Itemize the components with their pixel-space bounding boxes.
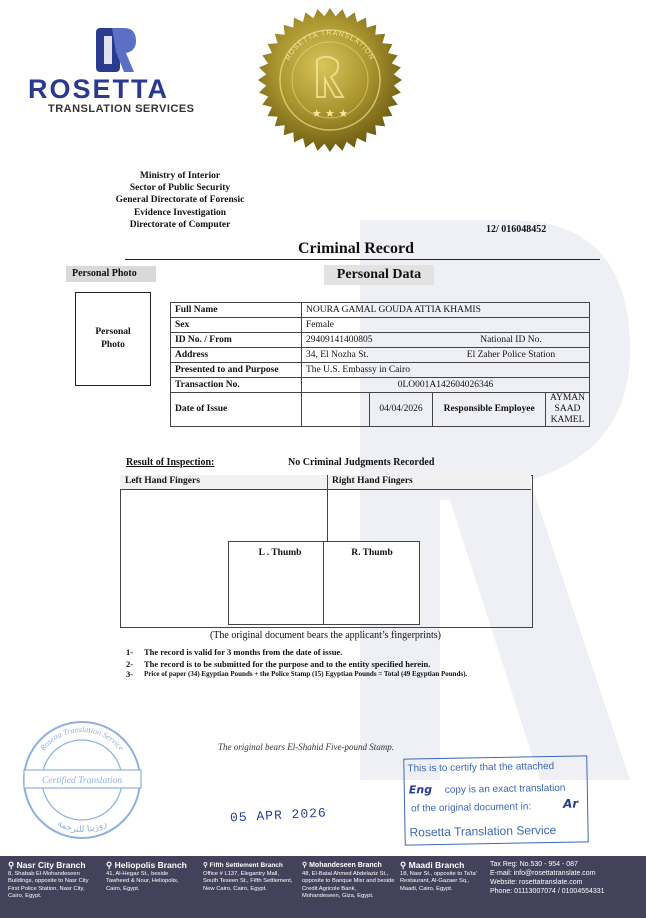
- branch-address: Office # L137, Elegantry Mall, South Teseen St., Fifth Settlement, New Cairo, Cairo, Egypt.: [203, 871, 293, 892]
- note-number: 2-: [126, 658, 134, 669]
- right-hand-label: Right Hand Fingers: [332, 476, 413, 486]
- result-value: No Criminal Judgments Recorded: [288, 457, 435, 468]
- field-label: Sex: [171, 318, 302, 333]
- certify-line: copy is an exact translation: [444, 782, 566, 796]
- seal-arc-text: ROSETTA TRANSLATION: [284, 29, 376, 62]
- table-row: [171, 318, 590, 333]
- field-label: Date of Issue: [171, 393, 302, 427]
- title-divider: [125, 259, 600, 260]
- certified-translation-stamp: [20, 718, 145, 843]
- note-number: 3-: [126, 669, 134, 679]
- list-item: [126, 670, 526, 679]
- ministry-line: Sector of Public Security: [129, 183, 231, 194]
- responsible-label: Responsible Employee: [433, 393, 546, 427]
- personal-data-title: Personal Data: [324, 265, 434, 285]
- left-thumb-label: L . Thumb: [258, 548, 302, 558]
- document-title: Criminal Record: [298, 240, 414, 257]
- field-label: Transaction No.: [171, 378, 302, 393]
- branch-address: 18, Nasr St., opposite to Ta'ta' Restaurant, Al-Gazaer Sq., Maadi, Cairo, Egypt.: [400, 871, 477, 892]
- logo-subtitle: TRANSLATION SERVICES: [48, 103, 195, 115]
- date-stamp: 05 APR 2026: [229, 805, 328, 826]
- email-text[interactable]: E-mail: info@rosettatranslate.com: [490, 870, 596, 877]
- pin-icon: ⚲: [302, 862, 308, 869]
- date-issue-value: 04/04/2026: [369, 393, 433, 427]
- rosetta-logo-icon: [94, 26, 138, 74]
- handwritten-language-2: Ar: [562, 796, 579, 811]
- document-number: 12/ 016048452: [486, 224, 547, 235]
- ministry-line: General Directorate of Forensic: [115, 195, 245, 206]
- certify-line: Rosetta Translation Service: [409, 822, 557, 840]
- branch-name: Nasr City Branch: [16, 860, 86, 870]
- table-row: [171, 333, 590, 348]
- address-value: 34, El Nozha St.: [301, 348, 432, 363]
- stamp-bottom-text: روزيتا للترجمة: [55, 818, 109, 836]
- thumb-divider: [323, 541, 324, 625]
- branch-address: 48, El-Batal Ahmed Abdelaziz St., opposite to Banque Misr and beside Credit Agricole Bank, Mohandeseen, Giza, Egypt.: [302, 871, 395, 899]
- purpose-value: The U.S. Embassy in Cairo: [301, 363, 589, 378]
- tax-reg: Tax Reg: No.530 - 954 - 087: [490, 861, 578, 868]
- note-number: 1-: [126, 647, 134, 657]
- field-label: Presented to and Purpose: [171, 363, 302, 378]
- certification-stamp: [403, 755, 588, 845]
- fingerprint-note: (The original document bears the applicant’s fingerprints): [209, 630, 442, 641]
- table-row: [171, 393, 590, 427]
- fingerprint-divider: [327, 475, 328, 541]
- svg-text:روزيتا للترجمة: [55, 819, 108, 835]
- personal-photo-label: Personal Photo: [66, 266, 156, 282]
- logo-name: ROSETTA: [28, 74, 169, 104]
- photo-box-line: Photo: [101, 340, 125, 350]
- footer-branch: [302, 860, 396, 900]
- photo-box: [75, 292, 151, 386]
- table-row: [171, 303, 590, 318]
- branch-address: 8, Shabab El-Mohandeseen Buildings, opposite to Nasr City First Police Station, Nasr City, Cairo, Egypt.: [8, 871, 89, 899]
- stamp-top-text: Rosetta Translation Service: [38, 724, 126, 753]
- table-row: [171, 363, 590, 378]
- list-item: [126, 647, 526, 659]
- original-stamp-note: The original bears El-Shahid Five-pound Stamp.: [218, 742, 394, 752]
- ministry-header: [100, 170, 260, 231]
- field-label: Address: [171, 348, 302, 363]
- list-item: [126, 659, 526, 671]
- stamp-middle-text: Certified Translation: [42, 776, 122, 786]
- branch-name: Mohandeseen Branch: [309, 862, 382, 869]
- svg-text:Rosetta Translation Service: [38, 725, 126, 753]
- branch-name: Heliopolis Branch: [114, 860, 187, 870]
- spacer-cell: [301, 393, 369, 427]
- note-text: The record is valid for 3 months from the date of issue.: [144, 647, 343, 657]
- pin-icon: ⚲: [203, 862, 208, 869]
- right-thumb-label: R. Thumb: [351, 548, 393, 558]
- pin-icon: ⚲: [8, 860, 15, 870]
- footer-branch: [400, 860, 484, 893]
- result-label: Result of Inspection:: [126, 457, 215, 468]
- field-label: Full Name: [171, 303, 302, 318]
- photo-box-line: Personal: [95, 327, 131, 337]
- website-text[interactable]: Website: rosettatranslate.com: [490, 879, 583, 886]
- footer-branch: [203, 860, 295, 893]
- left-hand-label: Left Hand Fingers: [125, 476, 200, 486]
- footer-branch: [106, 860, 192, 893]
- id-value: 29409141400805: [301, 333, 432, 348]
- id-type: National ID No.: [433, 333, 590, 348]
- branch-name: Fifth Settlement Branch: [209, 862, 283, 869]
- sex-value: Female: [301, 318, 589, 333]
- note-text: Price of paper (34) Egyptian Pounds + the Police Stamp (15) Egyptian Pounds = Total (49 Egyptian Pounds).: [144, 670, 468, 678]
- personal-data-table: [170, 302, 590, 427]
- ministry-line: Ministry of Interior: [139, 171, 221, 181]
- responsible-value: AYMAN SAAD KAMEL: [545, 393, 589, 427]
- footer-branch: [8, 860, 92, 900]
- gold-seal: [255, 5, 405, 155]
- footer-contact: [490, 860, 642, 896]
- note-text: The record is to be submitted for the purpose and to the entity specified herein.: [144, 658, 431, 669]
- seal-stars: ★ ★ ★: [311, 107, 349, 120]
- footer-bar: [0, 856, 646, 918]
- handwritten-language: Eng: [408, 783, 433, 797]
- pin-icon: ⚲: [400, 860, 407, 870]
- certify-line: This is to certify that the attached: [407, 760, 555, 775]
- ministry-line: Evidence Investigation: [133, 207, 227, 218]
- branch-name: Maadi Branch: [408, 860, 465, 870]
- notes-list: [126, 647, 526, 679]
- full-name-value: NOURA GAMAL GOUDA ATTIA KHAMIS: [301, 303, 589, 318]
- certify-line: of the original document in:: [411, 801, 532, 815]
- table-row: [171, 378, 590, 393]
- police-station: El Zaher Police Station: [433, 348, 590, 363]
- table-row: [171, 348, 590, 363]
- phone-text: Phone: 01113007074 / 01004554331: [490, 888, 605, 895]
- transaction-value: 0LO001A142604026346: [301, 378, 589, 393]
- pin-icon: ⚲: [106, 860, 113, 870]
- branch-address: 41, Al-Hegaz St., beside Tawheed & Nour, Heliopolis, Cairo, Egypt.: [106, 871, 179, 892]
- ministry-line: Directorate of Computer: [129, 219, 231, 230]
- field-label: ID No. / From: [171, 333, 302, 348]
